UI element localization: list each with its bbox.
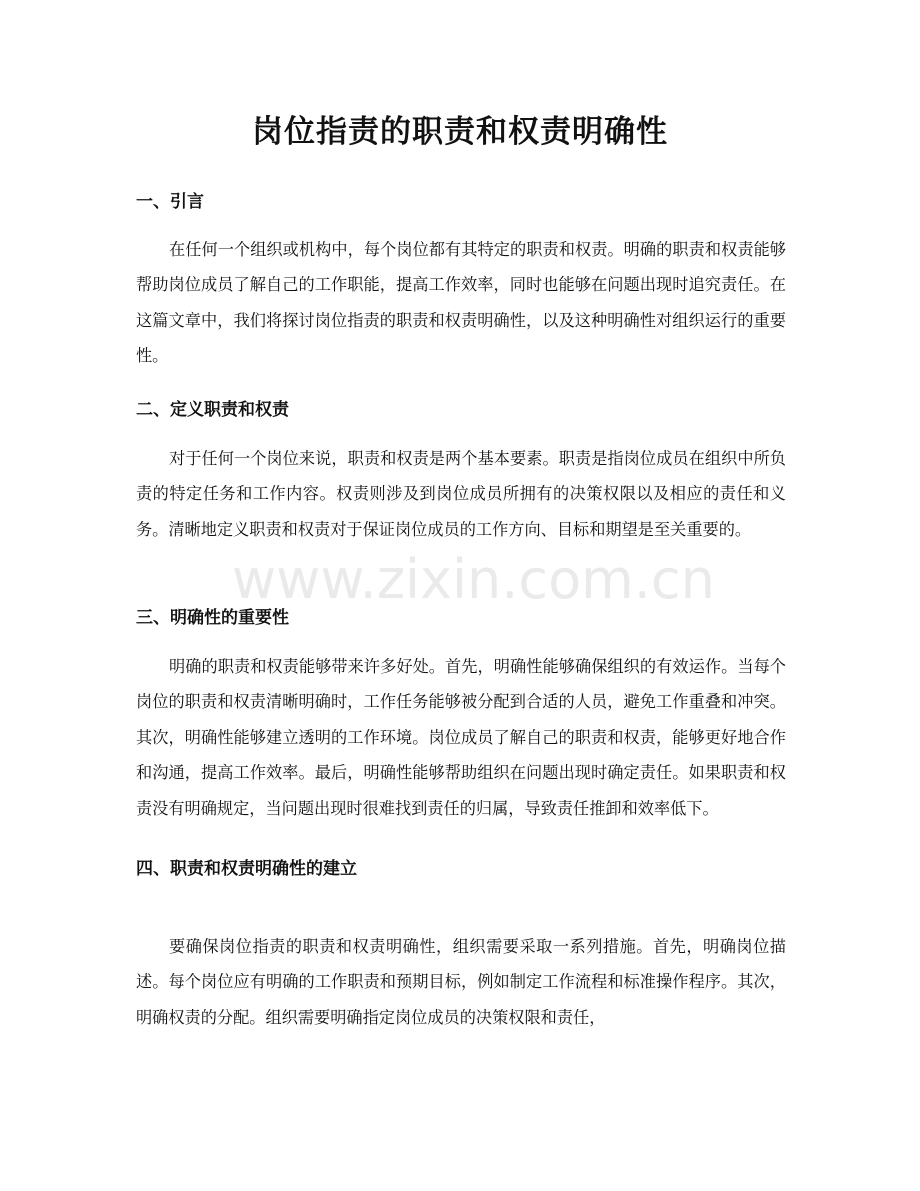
section-paragraph-definition: 对于任何一个岗位来说，职责和权责是两个基本要素。职责是指岗位成员在组织中所负责的特定任务和工作内容。权责则涉及到岗位成员所拥有的决策权限以及相应的责任和义务。清晰地定义职责和权责对于保证岗位成员的工作方向、目标和期望是至关重要的。 — [136, 449, 786, 539]
section-heading-intro: 一、引言 — [136, 192, 204, 212]
section-paragraph-importance: 明确的职责和权责能够带来许多好处。首先，明确性能够确保组织的有效运作。当每个岗位的职责和权责清晰明确时，工作任务能够被分配到合适的人员，避免工作重叠和冲突。其次，明确性能够建立透明的工作环境。岗位成员了解自己的职责和权责，能够更好地合作和沟通，提高工作效率。最后，明确性能够帮助组织在问题出现时确定责任。如果职责和权责没有明确规定，当问题出现时很难找到责任的归属，导致责任推卸和效率低下。 — [136, 657, 786, 818]
section-heading-importance: 三、明确性的重要性 — [136, 608, 289, 628]
section-paragraph-establishment: 要确保岗位指责的职责和权责明确性，组织需要采取一系列措施。首先，明确岗位描述。每个岗位应有明确的工作职责和预期目标，例如制定工作流程和标准操作程序。其次，明确权责的分配。组织需要明确指定岗位成员的决策权限和责任， — [136, 937, 786, 1027]
watermark-text: www.zixin.com.cn — [232, 548, 715, 611]
section-paragraph-intro: 在任何一个组织或机构中，每个岗位都有其特定的职责和权责。明确的职责和权责能够帮助岗位成员了解自己的工作职能，提高工作效率，同时也能够在问题出现时追究责任。在这篇文章中，我们将探讨岗位指责的职责和权责明确性，以及这种明确性对组织运行的重要性。 — [136, 240, 786, 366]
section-heading-establishment: 四、职责和权责明确性的建立 — [136, 859, 357, 879]
section-heading-definition: 二、定义职责和权责 — [136, 400, 289, 420]
document-title: 岗位指责的职责和权责明确性 — [252, 114, 668, 150]
